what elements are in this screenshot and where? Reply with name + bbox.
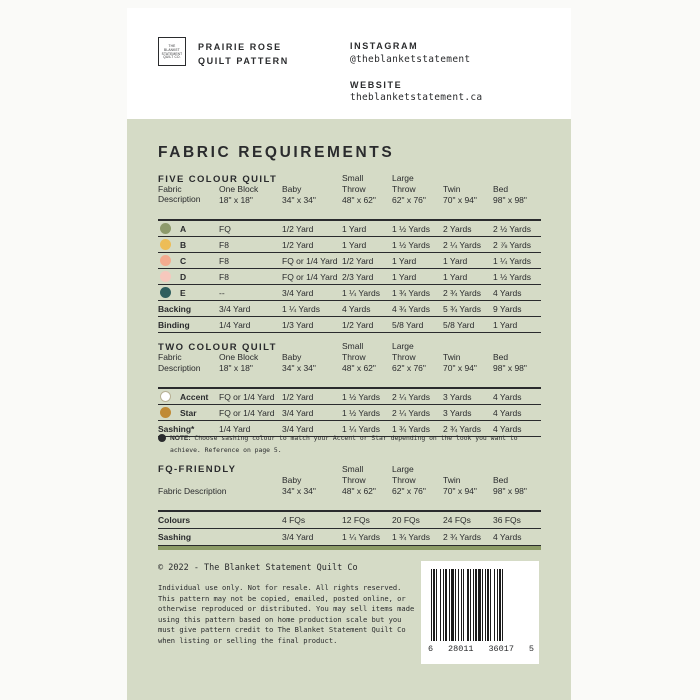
column-header-dim: 70" x 94" bbox=[443, 363, 477, 373]
column-header-dim: 62" x 76" bbox=[392, 363, 426, 373]
barcode-bar bbox=[502, 569, 503, 641]
table-cell: 1 ½ Yards bbox=[392, 240, 430, 250]
table-cell: 4 Yards bbox=[493, 532, 522, 542]
barcode-number bbox=[428, 644, 534, 654]
table-cell: 1 Yard bbox=[493, 320, 518, 330]
row-label: Colours bbox=[158, 515, 191, 525]
row-label: Backing bbox=[158, 304, 192, 314]
table-cell: 4 Yards bbox=[493, 424, 522, 434]
website-label: WEBSITE bbox=[350, 80, 403, 90]
table-cell: 1/2 Yard bbox=[342, 320, 374, 330]
table-cell: 1/4 Yard bbox=[219, 320, 251, 330]
table-cell: 1 Yard bbox=[342, 240, 367, 250]
table-row bbox=[158, 237, 541, 253]
row-label: C bbox=[180, 256, 187, 266]
colour-swatch bbox=[160, 239, 171, 250]
colour-swatch bbox=[160, 287, 171, 298]
table-cell: 1 Yard bbox=[443, 256, 468, 266]
table-cell: 1 ¼ Yards bbox=[342, 532, 380, 542]
legal-notice: Individual use only. Not for resale. All rights reserved. This pattern may not be copied, emailed, posted online, or otherwise reproduced or distributed. You may sell items made using this pattern based on home production scale but you must give pattern credit to The Blanket Statement Quilt Co when listing or selling the final product. bbox=[158, 583, 415, 645]
table-cell: 5/8 Yard bbox=[392, 320, 424, 330]
barcode-bar bbox=[443, 569, 444, 641]
row-label: Accent bbox=[180, 392, 209, 402]
barcode-bar bbox=[473, 569, 474, 641]
table-cell: 2 ⅞ Yards bbox=[493, 240, 531, 250]
column-header-name: Throw bbox=[342, 184, 366, 194]
table-cell: -- bbox=[219, 288, 225, 298]
barcode-bar bbox=[436, 569, 437, 641]
page-title: FABRIC REQUIREMENTS bbox=[158, 144, 395, 161]
table-cell: 1 ½ Yards bbox=[493, 272, 531, 282]
barcode-bar bbox=[463, 569, 464, 641]
table-cell: 2 ¾ Yards bbox=[443, 288, 481, 298]
column-header-name: Twin bbox=[443, 475, 461, 485]
column-header-dim: Description bbox=[158, 363, 201, 373]
barcode-bar bbox=[445, 569, 447, 641]
table-cell: 1/4 Yard bbox=[219, 424, 251, 434]
column-header-name: One Block bbox=[219, 184, 259, 194]
barcode-bar bbox=[433, 569, 435, 641]
column-header-dim: 98" x 98" bbox=[493, 486, 527, 496]
divider bbox=[158, 546, 541, 550]
column-header-top: Large bbox=[392, 464, 414, 474]
column-header-top: Large bbox=[392, 173, 414, 183]
table-row bbox=[158, 405, 541, 421]
table-cell: 1 ¼ Yards bbox=[493, 256, 531, 266]
table-cell: 1 ¼ Yards bbox=[342, 424, 380, 434]
barcode-digit: 5 bbox=[528, 644, 534, 654]
table-cell: 20 FQs bbox=[392, 515, 420, 525]
column-header-name: Bed bbox=[493, 475, 509, 485]
column-header-name: Baby bbox=[282, 352, 302, 362]
column-header-dim: 62" x 76" bbox=[392, 195, 426, 205]
table-cell: FQ or 1/4 Yard bbox=[282, 256, 338, 266]
table-cell: 1/3 Yard bbox=[282, 320, 314, 330]
table-cell: 2 ½ Yards bbox=[493, 224, 531, 234]
table-row bbox=[158, 285, 541, 301]
table-cell: 3 Yards bbox=[443, 392, 472, 402]
barcode-bar bbox=[478, 569, 481, 641]
sashing-note bbox=[170, 433, 550, 455]
table-cell: FQ or 1/4 Yard bbox=[219, 408, 275, 418]
table-cell: FQ or 1/4 Yard bbox=[219, 392, 275, 402]
table-cell: FQ bbox=[219, 224, 231, 234]
barcode-bar bbox=[451, 569, 454, 641]
column-header-name: Throw bbox=[342, 352, 366, 362]
table-cell: 3 Yards bbox=[443, 408, 472, 418]
column-header-name: Throw bbox=[392, 184, 416, 194]
table-cell: 1 Yard bbox=[392, 256, 417, 266]
instagram-handle[interactable]: @theblanketstatement bbox=[350, 54, 471, 65]
column-header-dim: 34" x 34" bbox=[282, 195, 316, 205]
colour-swatch bbox=[160, 223, 171, 234]
barcode-bar bbox=[499, 569, 501, 641]
table-cell: 5 ¾ Yards bbox=[443, 304, 481, 314]
row-label: D bbox=[180, 272, 187, 282]
table-cell: 1 ¼ Yards bbox=[282, 304, 320, 314]
table-row bbox=[158, 317, 541, 333]
barcode-bar bbox=[449, 569, 450, 641]
table-cell: 1 Yard bbox=[392, 272, 417, 282]
table-cell: 1/2 Yard bbox=[282, 224, 314, 234]
row-label: Sashing* bbox=[158, 424, 195, 434]
table-cell: 36 FQs bbox=[493, 515, 521, 525]
website-link[interactable]: theblanketstatement.ca bbox=[350, 92, 483, 103]
barcode-bar bbox=[497, 569, 498, 641]
table-cell: 1 ¾ Yards bbox=[392, 288, 430, 298]
column-header-dim: Fabric Description bbox=[158, 486, 227, 496]
barcode-bar bbox=[455, 569, 456, 641]
table-cell: 1 Yard bbox=[443, 272, 468, 282]
column-header-name: Twin bbox=[443, 184, 461, 194]
table-cell: 12 FQs bbox=[342, 515, 370, 525]
table-cell: 4 FQs bbox=[282, 515, 306, 525]
table-row bbox=[158, 269, 541, 285]
table-row bbox=[158, 253, 541, 269]
barcode-digit: 6 bbox=[428, 644, 434, 654]
table-cell: 1/2 Yard bbox=[282, 240, 314, 250]
table-cell: 2/3 Yard bbox=[342, 272, 374, 282]
barcode-bar bbox=[467, 569, 469, 641]
table-cell: 3/4 Yard bbox=[282, 424, 314, 434]
table-cell: 1 ¾ Yards bbox=[392, 424, 430, 434]
column-header-top: Small bbox=[342, 173, 364, 183]
colour-swatch bbox=[160, 407, 171, 418]
barcode bbox=[421, 561, 539, 664]
row-label: Sashing bbox=[158, 532, 192, 542]
barcode-bar bbox=[470, 569, 471, 641]
column-header-name: Bed bbox=[493, 352, 509, 362]
table-cell: 4 Yards bbox=[493, 288, 522, 298]
column-header-name: Fabric bbox=[158, 352, 182, 362]
table-cell: 1/2 Yard bbox=[342, 256, 374, 266]
table-cell: 9 Yards bbox=[493, 304, 522, 314]
barcode-bar bbox=[440, 569, 441, 641]
table-cell: F8 bbox=[219, 256, 229, 266]
row-label: A bbox=[180, 224, 187, 234]
table-cell: 2 Yards bbox=[443, 224, 472, 234]
two-colour-title: TWO COLOUR QUILT bbox=[158, 342, 277, 353]
star-icon bbox=[158, 434, 166, 442]
column-header-dim: 48" x 62" bbox=[342, 363, 376, 373]
note-prefix: NOTE: bbox=[170, 435, 191, 442]
table-cell: 4 Yards bbox=[342, 304, 371, 314]
header bbox=[127, 8, 571, 119]
barcode-bar bbox=[461, 569, 462, 641]
column-header-dim: 18" x 18" bbox=[219, 195, 253, 205]
colour-swatch bbox=[160, 391, 171, 402]
brand-logo bbox=[158, 37, 186, 66]
note-text: Choose sashing colour to match your Accent or Star depending on the look you want to achieve. Reference on page 5. bbox=[170, 434, 518, 454]
table-row bbox=[158, 301, 541, 317]
column-header-dim: 98" x 98" bbox=[493, 363, 527, 373]
table-cell: 3/4 Yard bbox=[282, 532, 314, 542]
column-header-name: Throw bbox=[392, 352, 416, 362]
column-header-dim: 48" x 62" bbox=[342, 195, 376, 205]
table-cell: 2 ¾ Yards bbox=[443, 424, 481, 434]
logo-line: THE bbox=[168, 44, 176, 48]
table-cell: 4 ¾ Yards bbox=[392, 304, 430, 314]
column-header-name: Baby bbox=[282, 184, 302, 194]
table-cell: 1 ½ Yards bbox=[392, 224, 430, 234]
barcode-bars bbox=[431, 569, 531, 641]
column-header-dim: 98" x 98" bbox=[493, 195, 527, 205]
logo-line: STATEMENT bbox=[161, 51, 183, 56]
table-cell: F8 bbox=[219, 272, 229, 282]
column-header-top: Small bbox=[342, 464, 364, 474]
table-cell: 2 ¾ Yards bbox=[443, 532, 481, 542]
table-cell: 2 ¼ Yards bbox=[392, 392, 430, 402]
table-row bbox=[158, 512, 541, 529]
logo-line: QUILT CO. bbox=[163, 55, 181, 60]
table-cell: 1/2 Yard bbox=[282, 392, 314, 402]
table-cell: 1 Yard bbox=[342, 224, 367, 234]
column-header-dim: 18" x 18" bbox=[219, 363, 253, 373]
column-header-top: Large bbox=[392, 341, 414, 351]
table-row bbox=[158, 529, 541, 546]
barcode-bar bbox=[458, 569, 459, 641]
table-cell: 5/8 Yard bbox=[443, 320, 475, 330]
colour-swatch bbox=[160, 271, 171, 282]
column-header-name: Bed bbox=[493, 184, 509, 194]
column-header-name: Fabric Description bbox=[158, 184, 201, 204]
table-cell: 1 ½ Yards bbox=[342, 392, 380, 402]
five-colour-title: FIVE COLOUR QUILT bbox=[158, 174, 278, 185]
barcode-digit: 36017 bbox=[488, 644, 514, 654]
column-header-name: Throw bbox=[342, 475, 366, 485]
table-cell: 4 Yards bbox=[493, 392, 522, 402]
row-label: Binding bbox=[158, 320, 190, 330]
table-cell: 24 FQs bbox=[443, 515, 471, 525]
logo-line: BLANKET bbox=[164, 47, 180, 52]
row-label: E bbox=[180, 288, 186, 298]
fq-friendly-title: FQ-FRIENDLY bbox=[158, 464, 237, 475]
copyright: © 2022 - The Blanket Statement Quilt Co bbox=[158, 563, 358, 573]
column-header-top: Small bbox=[342, 341, 364, 351]
table-cell: 2 ¼ Yards bbox=[443, 240, 481, 250]
table-cell: 3/4 Yard bbox=[282, 288, 314, 298]
barcode-bar bbox=[490, 569, 491, 641]
column-header-name: Twin bbox=[443, 352, 461, 362]
table-cell: 1 ¾ Yards bbox=[392, 532, 430, 542]
column-header-dim: 70" x 94" bbox=[443, 486, 477, 496]
colour-swatch bbox=[160, 255, 171, 266]
table-cell: 1 ¼ Yards bbox=[342, 288, 380, 298]
table-row bbox=[158, 221, 541, 237]
column-header-name: Throw bbox=[392, 475, 416, 485]
table-cell: 3/4 Yard bbox=[282, 408, 314, 418]
barcode-bar bbox=[482, 569, 483, 641]
pattern-title: PRAIRIE ROSE QUILT PATTERN bbox=[198, 42, 289, 66]
barcode-digit: 28011 bbox=[448, 644, 474, 654]
table-cell: 3/4 Yard bbox=[219, 304, 251, 314]
row-label: Star bbox=[180, 408, 197, 418]
table-cell: 4 Yards bbox=[493, 408, 522, 418]
pattern-back-cover bbox=[127, 8, 571, 700]
barcode-bar bbox=[494, 569, 495, 641]
column-header-dim: 34" x 34" bbox=[282, 363, 316, 373]
table-cell: 2 ¼ Yards bbox=[392, 408, 430, 418]
table-cell: 1 ½ Yards bbox=[342, 408, 380, 418]
column-header-name: One Block bbox=[219, 352, 259, 362]
barcode-bar bbox=[485, 569, 486, 641]
column-header-dim: 62" x 76" bbox=[392, 486, 426, 496]
column-header-dim: 34" x 34" bbox=[282, 486, 316, 496]
column-header-dim: 48" x 62" bbox=[342, 486, 376, 496]
table-row bbox=[158, 389, 541, 405]
instagram-label: INSTAGRAM bbox=[350, 41, 419, 51]
barcode-bar bbox=[487, 569, 489, 641]
barcode-bar bbox=[475, 569, 477, 641]
table-cell: F8 bbox=[219, 240, 229, 250]
column-header-dim: 70" x 94" bbox=[443, 195, 477, 205]
table-cell: FQ or 1/4 Yard bbox=[282, 272, 338, 282]
row-label: B bbox=[180, 240, 187, 250]
barcode-bar bbox=[431, 569, 432, 641]
column-header-name: Baby bbox=[282, 475, 302, 485]
